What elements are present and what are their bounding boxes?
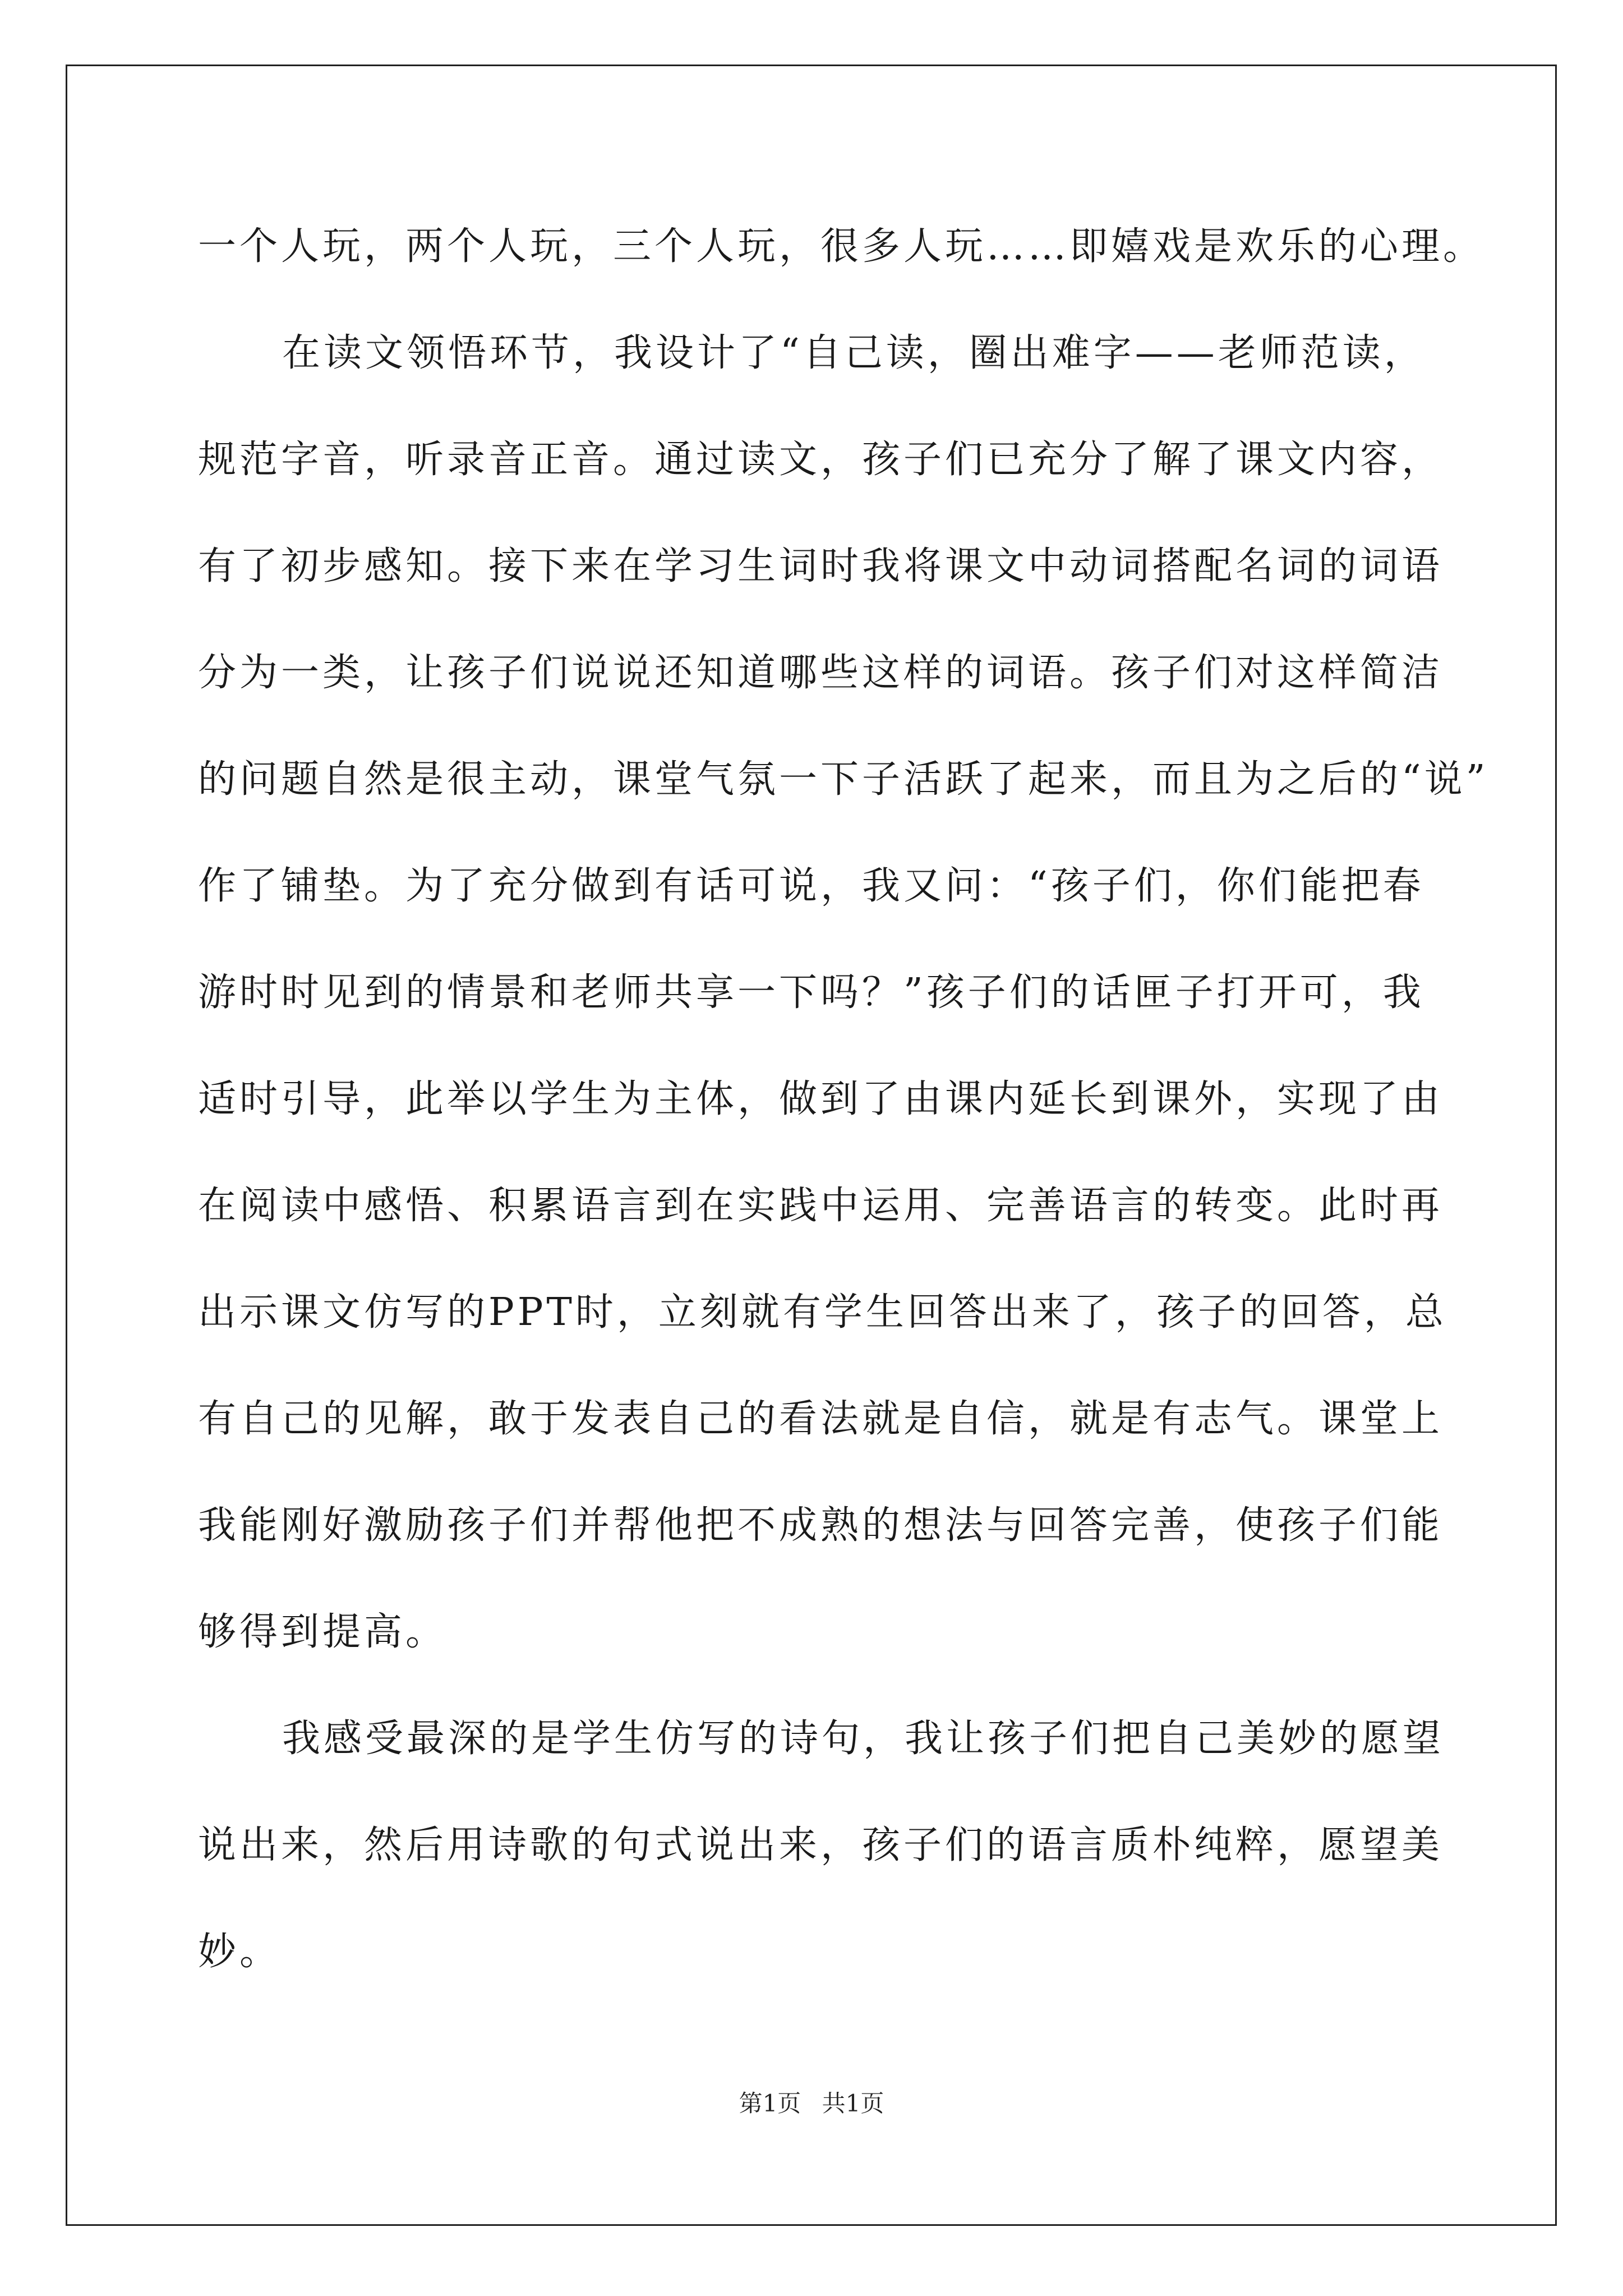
text-line: 适时引导，此举以学生为主体，做到了由课内延长到课外，实现了由	[198, 1077, 1444, 1121]
text-line: 有了初步感知。接下来在学习生词时我将课文中动词搭配名词的词语	[198, 544, 1444, 588]
document-body	[198, 213, 1489, 2025]
text-line: 规范字音，听录音正音。通过读文，孩子们已充分了解了课文内容，	[198, 438, 1444, 482]
text-line: 有自己的见解，敢于发表自己的看法就是自信，就是有志气。课堂上	[198, 1397, 1444, 1441]
paragraph-start: 在读文领悟环节，我设计了“自己读，圈出难字——老师范读，	[282, 331, 1426, 375]
text-line: 作了铺垫。为了充分做到有话可说，我又问：“孩子们，你们能把春	[198, 864, 1424, 908]
text-line: 分为一类，让孩子们说说还知道哪些这样的词语。孩子们对这样简洁	[198, 651, 1444, 695]
paragraph-start: 我感受最深的是学生仿写的诗句，我让孩子们把自己美妙的愿望	[282, 1717, 1445, 1761]
text-line: 一个人玩，两个人玩，三个人玩，很多人玩……即嬉戏是欢乐的心理。	[198, 224, 1485, 269]
text-line: 在阅读中感悟、积累语言到在实践中运用、完善语言的转变。此时再	[198, 1184, 1444, 1228]
text-line: 说出来，然后用诗歌的句式说出来，孩子们的语言质朴纯粹，愿望美	[198, 1823, 1444, 1867]
page-number: 第1页	[739, 2090, 801, 2117]
text-line: 的问题自然是很主动，课堂气氛一下子活跃了起来，而且为之后的“说”	[198, 757, 1489, 802]
text-line: 游时时见到的情景和老师共享一下吗？”孩子们的话匣子打开可，我	[198, 970, 1424, 1015]
page-footer	[0, 2087, 1623, 2120]
text-line: 妙。	[198, 1930, 282, 1974]
page-total: 共1页	[822, 2090, 884, 2117]
text-line: 够得到提高。	[198, 1610, 448, 1654]
text-line: 我能刚好激励孩子们并帮他把不成熟的想法与回答完善，使孩子们能	[198, 1503, 1444, 1548]
text-line: 出示课文仿写的PPT时，立刻就有学生回答出来了，孩子的回答，总	[198, 1290, 1447, 1335]
